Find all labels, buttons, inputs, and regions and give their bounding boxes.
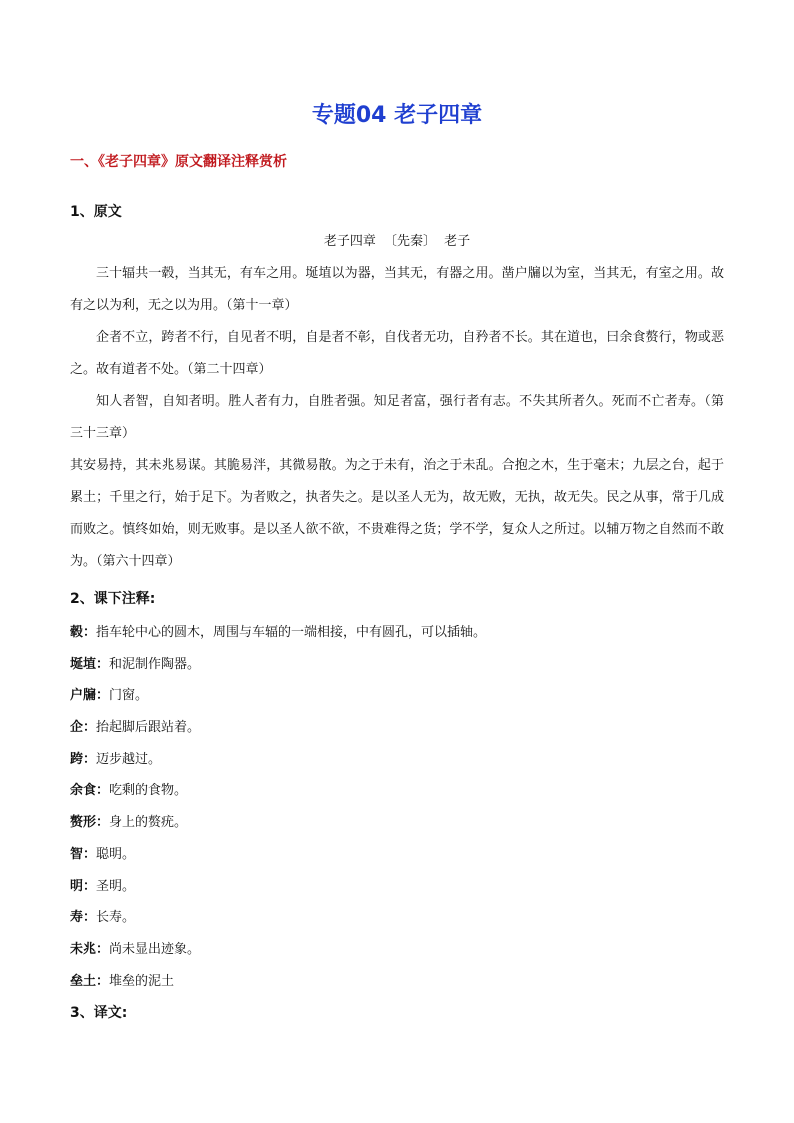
notes-list <box>70 617 724 997</box>
subheading-notes: 2、课下注释: <box>70 591 156 607</box>
note-item <box>70 649 724 681</box>
note-term: 寿： <box>70 910 97 926</box>
note-definition: 尚未显出迹象。 <box>109 941 201 957</box>
note-item <box>70 902 724 934</box>
note-item <box>70 871 724 903</box>
note-term: 未兆： <box>70 941 110 957</box>
note-term: 智： <box>70 846 97 862</box>
subheading-translation: 3、译文: <box>70 1005 128 1021</box>
note-definition: 身上的赘疣。 <box>109 815 188 831</box>
note-term: 户牖： <box>70 688 110 704</box>
note-definition: 门窗。 <box>109 688 149 704</box>
note-definition: 和泥制作陶器。 <box>109 656 201 672</box>
paragraph-chapter-11: 三十辐共一毂，当其无，有车之用。埏埴以为器，当其无，有器之用。凿户牖以为室，当其无，有室之用。故有之以为利，无之以为用。（第十一章） <box>70 266 724 313</box>
note-term: 垒土： <box>70 973 110 989</box>
note-term: 明： <box>70 878 97 894</box>
paragraph-chapter-33: 知人者智，自知者明。胜人者有力，自胜者强。知足者富，强行者有志。不失其所者久。死而不亡者寿。（第三十三章） <box>70 394 724 441</box>
note-definition: 聪明。 <box>96 846 136 862</box>
note-definition: 指车轮中心的圆木，周围与车辐的一端相接，中有圆孔，可以插轴。 <box>96 625 487 640</box>
note-item <box>70 839 724 871</box>
note-item <box>70 680 724 712</box>
note-item <box>70 617 724 649</box>
page-title: 专题04 老子四章 <box>311 103 483 128</box>
note-item <box>70 934 724 966</box>
paragraph-chapter-24: 企者不立，跨者不行，自见者不明，自是者不彰，自伐者无功，自矜者不长。其在道也，曰余食赘行，物或恶之。故有道者不处。（第二十四章） <box>70 330 724 377</box>
note-term: 毂： <box>70 625 97 640</box>
paragraph-chapter-64: 其安易持，其未兆易谋。其脆易泮，其微易散。为之于未有，治之于未乱。合抱之木，生于毫末；九层之台，起于累土；千里之行，始于足下。为者败之，执者失之。是以圣人无为，故无败，无执，故无失。民之从事，常于几成而败之。慎终如始，则无败事。是以圣人欲不欲，不贵难得之货；学不学，复众人之所过。以辅万物之自然而不敢为。（第六十四章） <box>70 458 724 569</box>
note-definition: 长寿。 <box>96 910 136 926</box>
poem-title: 老子四章 〔先秦〕 老子 <box>323 234 471 249</box>
note-definition: 吃剩的食物。 <box>109 783 188 799</box>
note-definition: 圣明。 <box>96 878 136 894</box>
note-definition: 堆垒的泥土 <box>109 973 175 989</box>
note-term: 埏埴： <box>70 656 110 672</box>
section-heading: 一、《老子四章》原文翻译注释赏析 <box>70 154 287 170</box>
note-term: 余食： <box>70 783 110 799</box>
note-term: 企： <box>70 720 97 736</box>
note-definition: 迈步越过。 <box>96 751 162 767</box>
note-definition: 抬起脚后跟站着。 <box>96 720 201 736</box>
note-term: 跨： <box>70 751 97 767</box>
note-item <box>70 744 724 776</box>
note-item <box>70 775 724 807</box>
note-item <box>70 807 724 839</box>
note-item <box>70 712 724 744</box>
note-term: 赘形： <box>70 815 110 831</box>
subheading-original-text: 1、原文 <box>70 204 122 220</box>
note-item <box>70 966 724 998</box>
